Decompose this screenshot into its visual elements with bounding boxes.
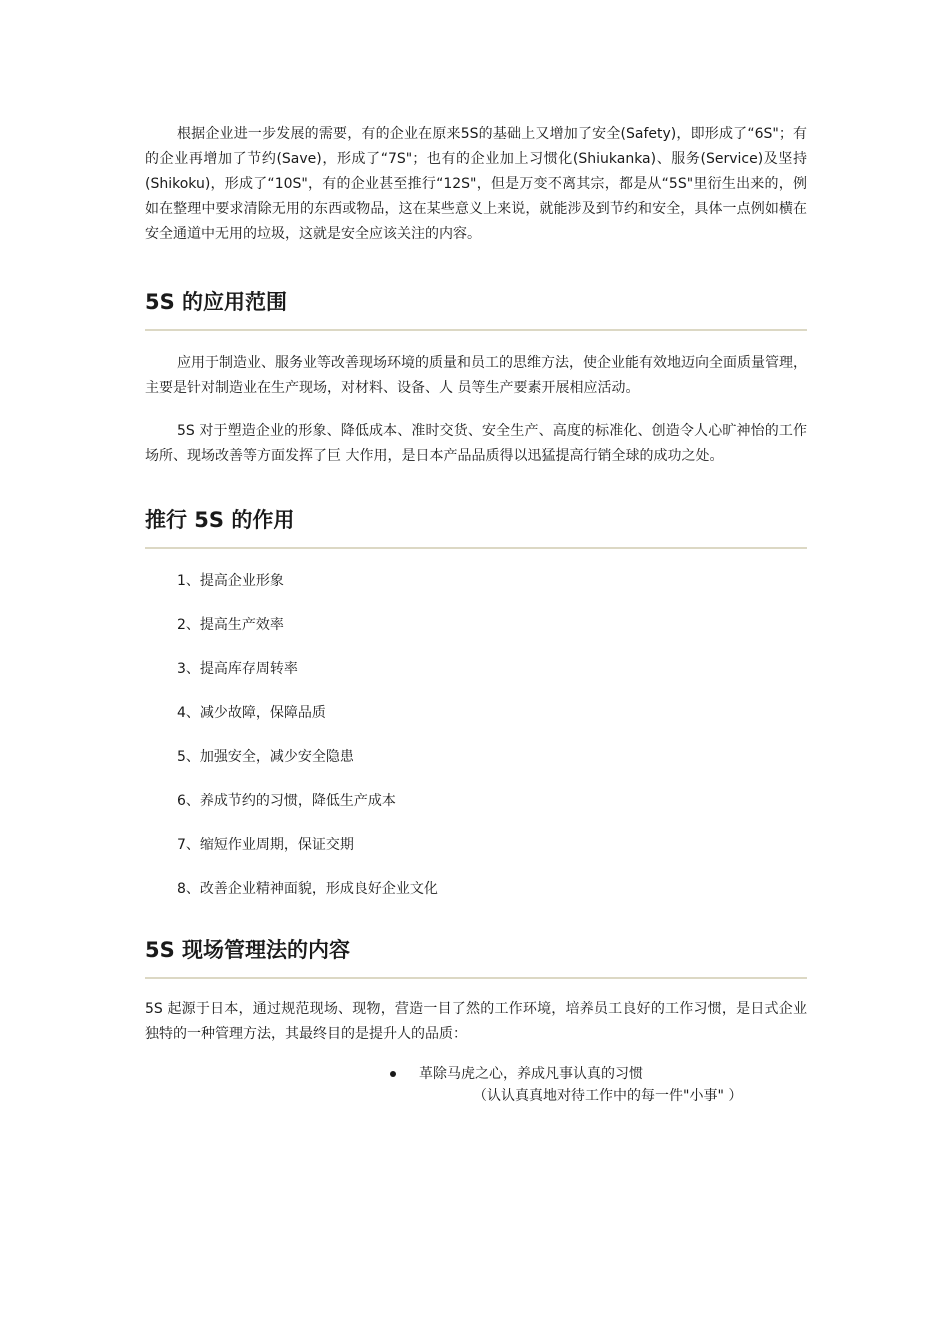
scope-paragraph-1: 应用于制造业、服务业等改善现场环境的质量和员工的思维方法，使企业能有效地迈向全面质量管理，主要是针对制造业在生产现场，对材料、设备、人 员等生产要素开展相应活动。 [145,355,807,396]
list-item: 6、养成节约的习惯，降低生产成本 [177,793,396,809]
bullet-dot-icon [390,1071,396,1077]
content-paragraph: 5S 起源于日本，通过规范现场、现物，营造一目了然的工作环境，培养员工良好的工作习惯，是日式企业独特的一种管理方法，其最终目的是提升人的品质： [145,1001,807,1042]
effects-list [145,571,807,899]
list-item: 4、减少故障，保障品质 [177,705,326,721]
bullet-main-text: 革除马虎之心，养成凡事认真的习惯 [419,1066,643,1082]
bullet-block [390,1063,807,1107]
list-item: 1、提高企业形象 [177,573,284,589]
scope-paragraph-2: 5S 对于塑造企业的形象、降低成本、准时交货、安全生产、高度的标准化、创造令人心旷神怡的工作场所、现场改善等方面发挥了巨 大作用，是日本产品品质得以迅猛提高行销全球的成功之处。 [145,423,807,464]
section-heading-content: 5S 现场管理法的内容 [145,935,807,979]
list-item: 5、加强安全，减少安全隐患 [177,749,354,765]
list-item: 2、提高生产效率 [177,617,284,633]
section-heading-application-scope: 5S 的应用范围 [145,287,807,331]
bullet-sub-text: （认认真真地对待工作中的每一件"小事" ） [473,1088,743,1104]
list-item: 7、缩短作业周期，保证交期 [177,837,354,853]
list-item: 3、提高库存周转率 [177,661,298,677]
section-heading-effects: 推行 5S 的作用 [145,505,807,549]
list-item: 8、改善企业精神面貌，形成良好企业文化 [177,881,438,897]
document-page [145,122,807,1107]
intro-paragraph: 根据企业进一步发展的需要，有的企业在原来5S的基础上又增加了安全(Safety)，即形成了“6S"；有的企业再增加了节约(Save)，形成了“7S"；也有的企业加上习惯化(Shiukanka)、服务(Service)及坚持(Shikoku)，形成了“10S"，有的企业甚至推行“12S"，但是万变不离其宗，都是从“5S"里衍生出来的，例如在整理中要求清除无用的东西或物品，这在某些意义上来说，就能涉及到节约和安全，具体一点例如横在安全通道中无用的垃圾，这就是安全应该关注的内容。 [145,126,807,242]
bullet-item [390,1063,807,1085]
